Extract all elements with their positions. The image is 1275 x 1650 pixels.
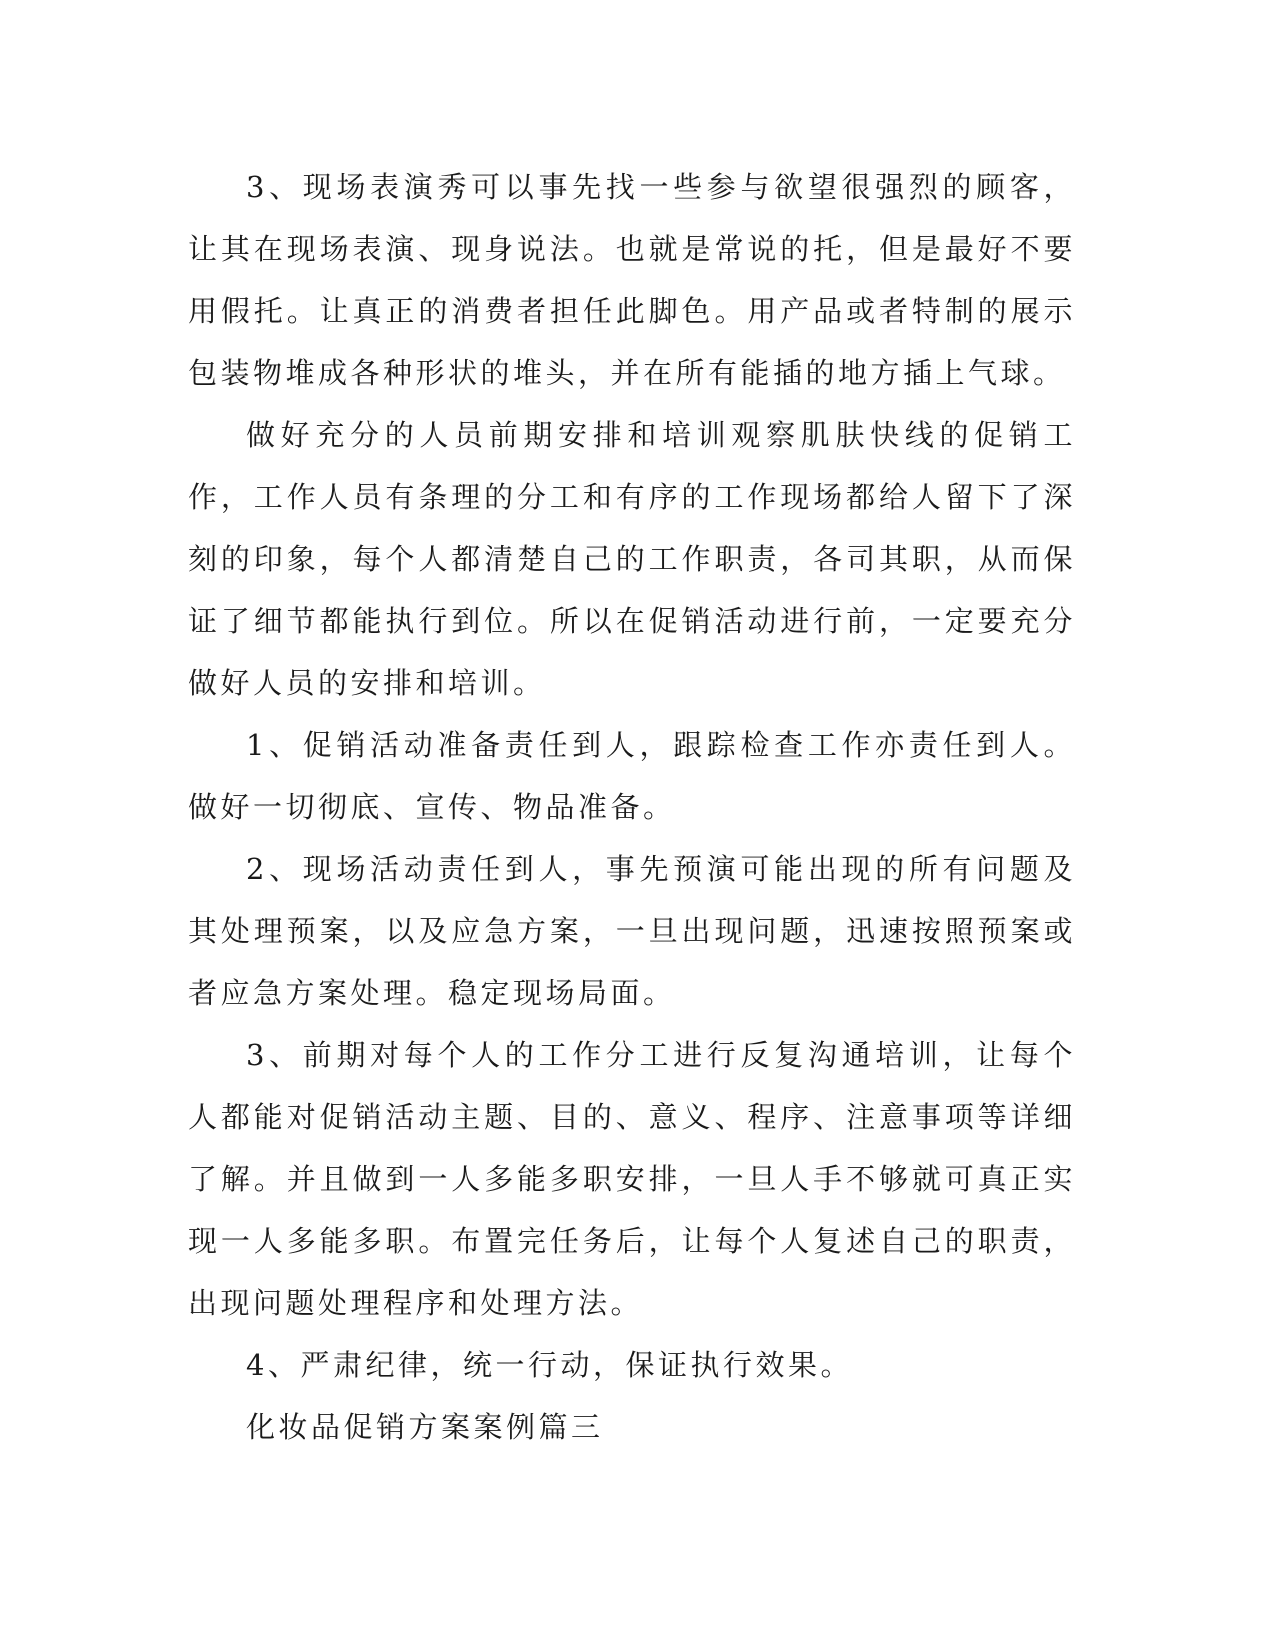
paragraph-item-2: 2、现场活动责任到人，事先预演可能出现的所有问题及其处理预案，以及应急方案，一旦出现问题，迅速按照预案或者应急方案处理。稳定现场局面。: [188, 852, 1076, 1010]
paragraph-item-1: 1、促销活动准备责任到人，跟踪检查工作亦责任到人。做好一切彻底、宣传、物品准备。: [188, 728, 1076, 824]
paragraph-item-3: 3、前期对每个人的工作分工进行反复沟通培训，让每个人都能对促销活动主题、目的、意义、程序、注意事项等详细了解。并且做到一人多能多职安排，一旦人手不够就可真正实现一人多能多职。布置完任务后，让每个人复述自己的职责，出现问题处理程序和处理方法。: [188, 1038, 1076, 1320]
paragraph-staff-training: 做好充分的人员前期安排和培训观察肌肤快线的促销工作，工作人员有条理的分工和有序的工作现场都给人留下了深刻的印象，每个人都清楚自己的工作职责，各司其职，从而保证了细节都能执行到位。所以在促销活动进行前，一定要充分做好人员的安排和培训。: [188, 418, 1076, 700]
paragraph-scene-show: 3、现场表演秀可以事先找一些参与欲望很强烈的顾客，让其在现场表演、现身说法。也就是常说的托，但是最好不要用假托。让真正的消费者担任此脚色。用产品或者特制的展示包装物堆成各种形状的堆头，并在所有能插的地方插上气球。: [188, 170, 1076, 390]
paragraph-item-4: 4、严肃纪律，统一行动，保证执行效果。: [246, 1348, 853, 1382]
document-body: [188, 156, 1076, 1458]
section-heading: 化妆品促销方案案例篇三: [246, 1410, 604, 1444]
